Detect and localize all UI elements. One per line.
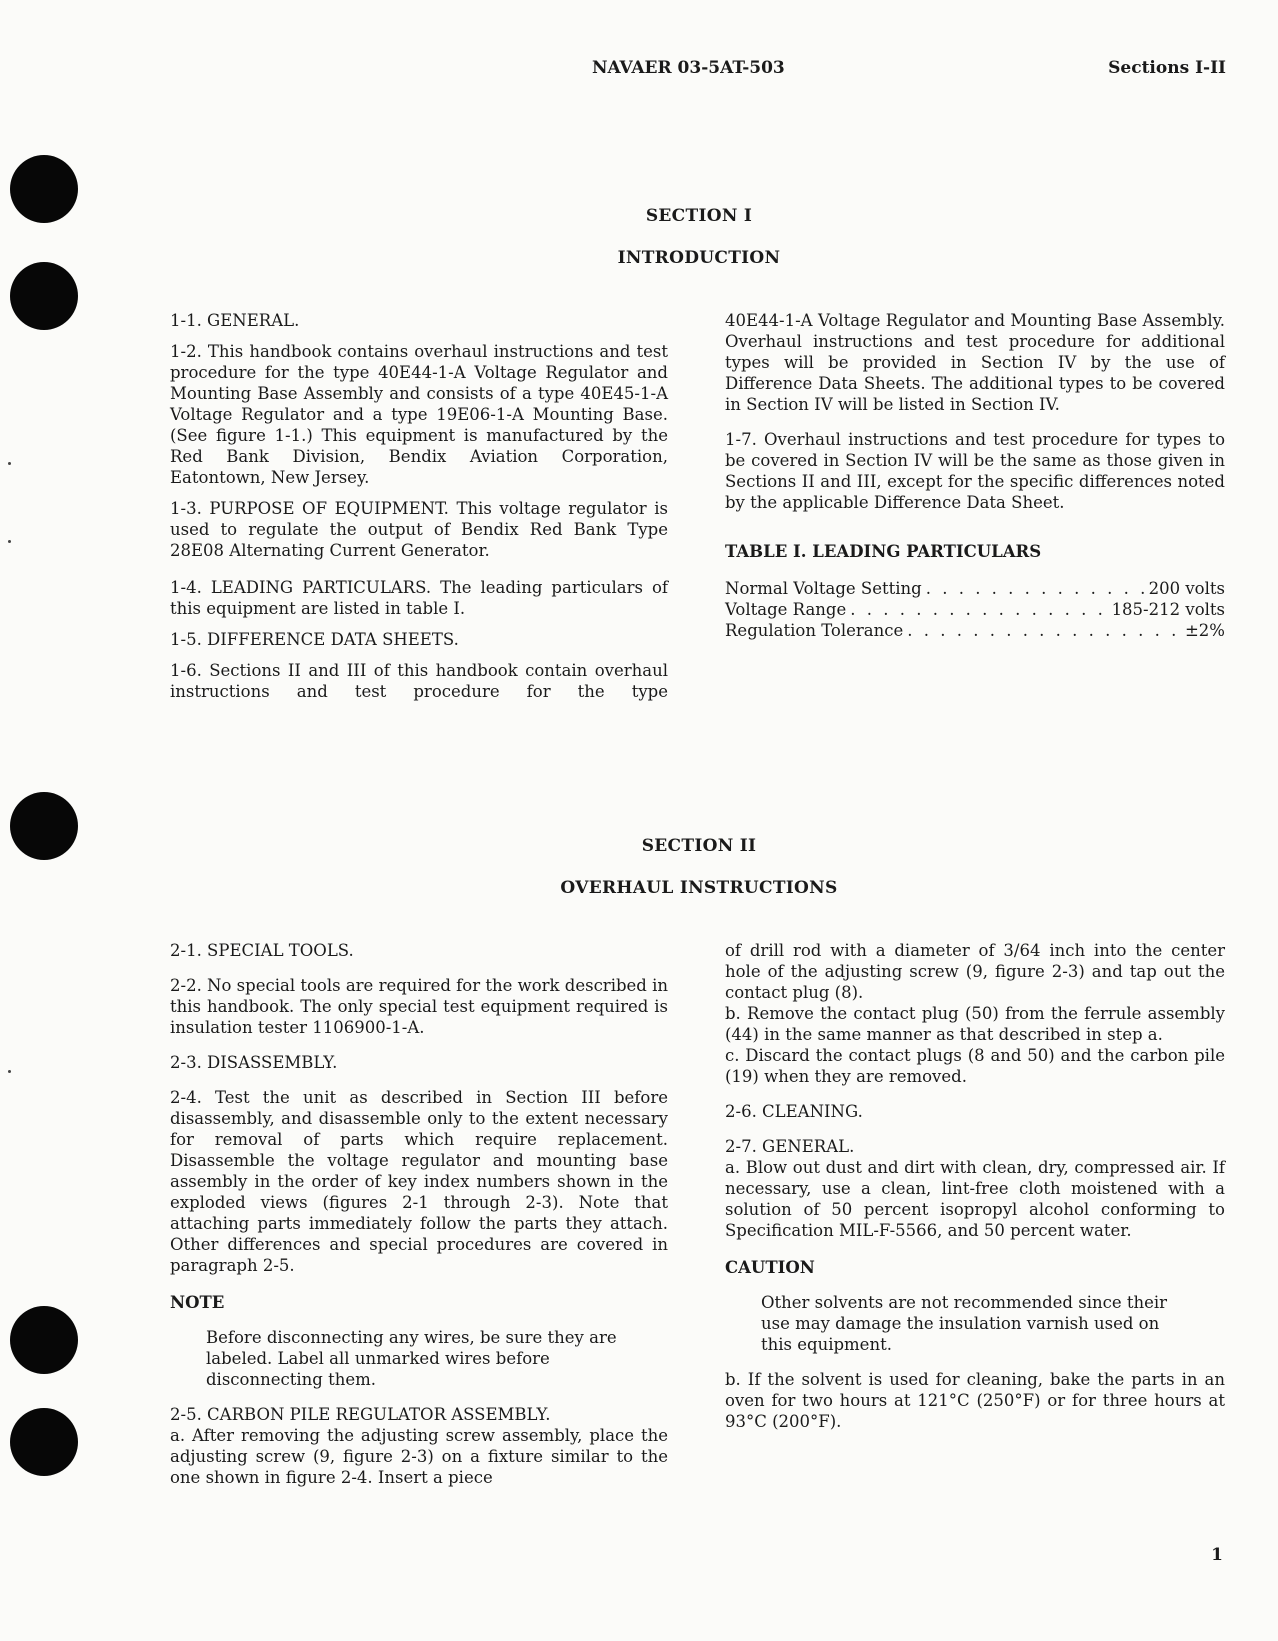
table-row (725, 620, 1225, 641)
paragraph-1-2: 1-2. This handbook contains overhaul instructions and test procedure for the type 40E44-1-A Voltage Regulator and Mounting Base Assembly and consists of a type 40E45-1-A Voltage Regulator and a type 19E06-1-A Mounting Base. (See figure 1-1.) This equipment is manufactured by the Red Bank Division, Bendix Aviation Corporation, Eatontown, New Jersey. (170, 342, 668, 487)
table-row-label: Regulation Tolerance (725, 621, 904, 640)
paragraph-1-1: 1-1. GENERAL. (170, 311, 300, 330)
section-2-title: SECTION II (641, 836, 757, 856)
paragraph-2-7: 2-7. GENERAL. (725, 1137, 855, 1156)
paragraph-2-5-c: c. Discard the contact plugs (8 and 50) and the carbon pile (19) when they are removed. (725, 1046, 1225, 1086)
table-row (725, 578, 1225, 599)
scan-speck (8, 1070, 11, 1073)
paragraph-2-5-b: b. Remove the contact plug (50) from the ferrule assembly (44) in the same manner as that described in step a. (725, 1004, 1225, 1044)
table-row-label: Normal Voltage Setting (725, 579, 922, 598)
paragraph-2-4: 2-4. Test the unit as described in Section III before disassembly, and disassemble only to the extent necessary for removal of parts which require replacement. Disassemble the voltage regulator and mounting base assembly in the order of key index numbers shown in the exploded views (figures 2-1 through 2-3). Note that attaching parts immediately follow the parts they attach. Other differences and special procedures are covered in paragraph 2-5. (170, 1088, 668, 1275)
paragraph-1-4: 1-4. LEADING PARTICULARS. The leading particulars of this equipment are listed in table I. (170, 578, 668, 618)
scan-speck (8, 462, 11, 465)
leading-particulars-table (725, 578, 1225, 641)
leader-dots (926, 578, 1145, 599)
table-row-label: Voltage Range (725, 600, 847, 619)
table-1-title: TABLE I. LEADING PARTICULARS (725, 542, 1042, 561)
section-2-subtitle: OVERHAUL INSTRUCTIONS (560, 878, 838, 898)
paragraph-2-1: 2-1. SPECIAL TOOLS. (170, 941, 354, 960)
table-row-value: 185-212 volts (1111, 600, 1225, 619)
document-number: NAVAER 03-5AT-503 (592, 58, 785, 78)
paragraph-1-3: 1-3. PURPOSE OF EQUIPMENT. This voltage regulator is used to regulate the output of Bendix Red Bank Type 28E08 Alternating Current Generator. (170, 499, 668, 560)
scan-speck (8, 540, 11, 543)
paragraph-2-7-b: b. If the solvent is used for cleaning, bake the parts in an oven for two hours at 121°C (250°F) or for three hours at 93°C (200°F). (725, 1370, 1225, 1431)
caution-text: Other solvents are not recommended since their use may damage the insulation varnish used on this equipment. (761, 1293, 1168, 1354)
paragraph-1-6: 1-6. Sections II and III of this handbook contain overhaul instructions and test procedure for the type (170, 661, 668, 701)
page-number: 1 (1211, 1545, 1223, 1565)
section-1-subtitle: INTRODUCTION (617, 248, 781, 268)
leader-dots (907, 620, 1181, 641)
paragraph-2-6: 2-6. CLEANING. (725, 1102, 863, 1121)
section-2-right-column (725, 940, 1225, 1432)
paragraph-2-3: 2-3. DISASSEMBLY. (170, 1053, 338, 1072)
section-1-title: SECTION I (645, 206, 753, 226)
table-row-value: 200 volts (1148, 579, 1225, 598)
table-row-value: ±2% (1184, 621, 1225, 640)
paragraph-2-5-a: a. After removing the adjusting screw assembly, place the adjusting screw (9, figure 2-3) on a fixture similar to the one shown in figure 2-4. Insert a piece (170, 1426, 668, 1487)
section-2-left-column (170, 940, 668, 1488)
paragraph-2-5: 2-5. CARBON PILE REGULATOR ASSEMBLY. (170, 1405, 551, 1424)
note-title: NOTE (170, 1293, 225, 1312)
table-row (725, 599, 1225, 620)
paragraph-1-5: 1-5. DIFFERENCE DATA SHEETS. (170, 630, 459, 649)
paragraph-2-7-a: a. Blow out dust and dirt with clean, dry, compressed air. If necessary, use a clean, lint-free cloth moistened with a solution of 50 percent isopropyl alcohol conforming to Specification MIL-F-5566, and 50 percent water. (725, 1158, 1225, 1240)
caution-title: CAUTION (725, 1258, 815, 1277)
binder-hole (10, 262, 78, 330)
leader-dots (850, 599, 1107, 620)
section-range: Sections I-II (1108, 58, 1226, 78)
note-text: Before disconnecting any wires, be sure they are labeled. Label all unmarked wires before disconnecting them. (206, 1328, 617, 1389)
paragraph-1-6-continued: 40E44-1-A Voltage Regulator and Mounting Base Assembly. Overhaul instructions and test procedure for additional types will be provided in Section IV by the use of Difference Data Sheets. The additional types to be covered in Section IV will be listed in Section IV. (725, 311, 1225, 414)
paragraph-2-2: 2-2. No special tools are required for the work described in this handbook. The only special test equipment required is insulation tester 1106900-1-A. (170, 976, 669, 1037)
paragraph-1-7: 1-7. Overhaul instructions and test procedure for types to be covered in Section IV will be the same as those given in Sections II and III, except for the specific differences noted by the applicable Difference Data Sheet. (725, 430, 1225, 512)
section-1-left-column (170, 310, 668, 702)
binder-hole (10, 1408, 78, 1476)
section-1-right-column (725, 310, 1225, 641)
paragraph-2-5-a-continued: of drill rod with a diameter of 3/64 inch into the center hole of the adjusting screw (9, figure 2-3) and tap out the contact plug (8). (725, 941, 1225, 1002)
binder-hole (10, 1306, 78, 1374)
